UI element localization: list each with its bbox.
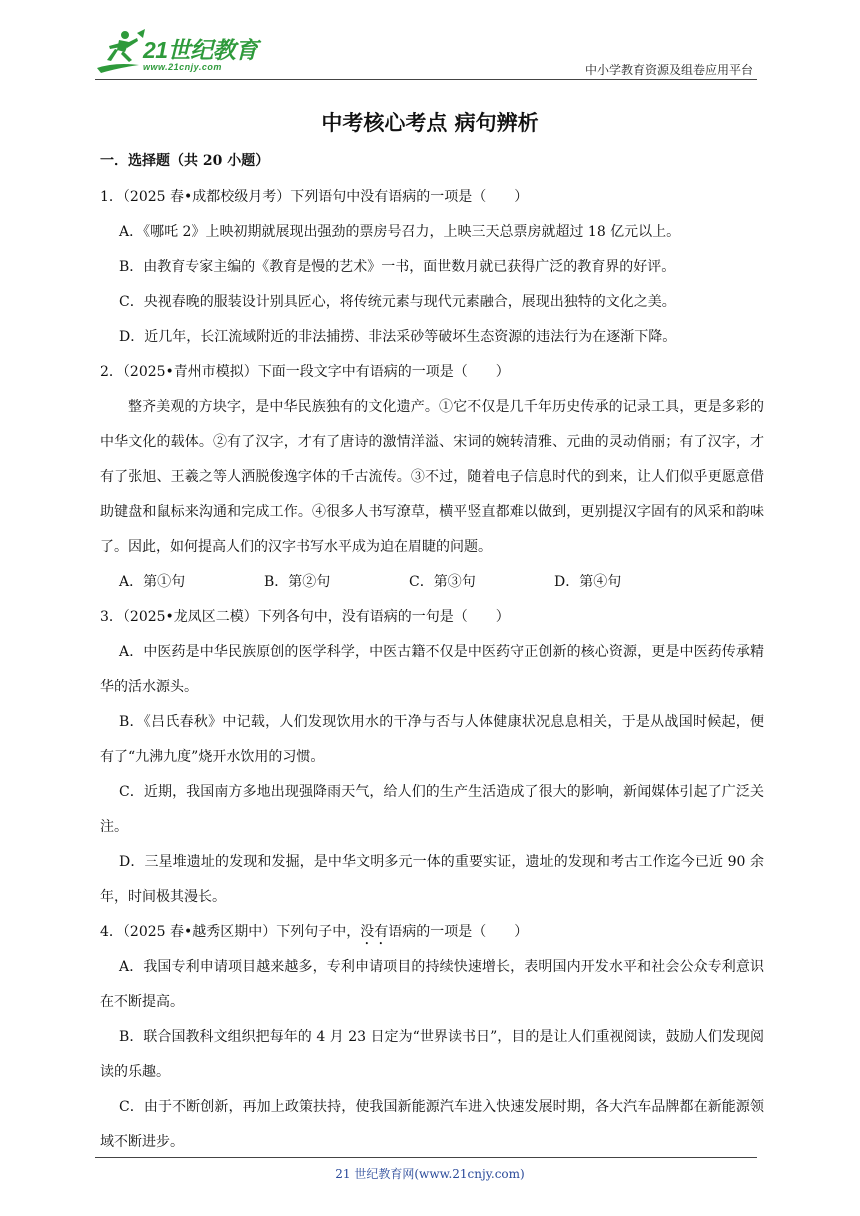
option-d: D．近几年，长江流域附近的非法捕捞、非法采砂等破坏生态资源的违法行为在逐渐下降。 [119, 329, 677, 345]
option-c: C．由于不断创新，再加上政策扶持，使我国新能源汽车进入快速发展时期，各大汽车品牌都在新能源领域不断进步。 [100, 1099, 764, 1150]
option-b: B．联合国教科文组织把每年的 4 月 23 日定为“世界读书日”，目的是让人们重视阅读，鼓励人们发现阅读的乐趣。 [100, 1029, 764, 1080]
question-stem: 1．（2025 春•成都校级月考）下列语句中没有语病的一项是（ ） [100, 189, 529, 205]
header-divider [95, 79, 757, 80]
option-a: A．《哪吒 2》上映初期就展现出强劲的票房号召力，上映三天总票房就超过 18 亿元以上。 [119, 224, 681, 240]
reading-passage: 整齐美观的方块字，是中华民族独有的文化遗产。①它不仅是几千年历史传承的记录工具，更是多彩的中华文化的载体。②有了汉字，才有了唐诗的激情洋溢、宋词的婉转清雅、元曲的灵动俏丽；有了汉字，才有了张旭、王羲之等人洒脱俊逸字体的千古流传。③不过，随着电子信息时代的到来，让人们似乎更愿意借助键盘和鼠标来沟通和完成工作。④很多人书写潦草，横平竖直都难以做到，更别提汉字固有的风采和韵味了。因此，如何提高人们的汉字书写水平成为迫在眉睫的问题。 [100, 399, 764, 555]
question-3 [100, 600, 764, 915]
page-title: 中考核心考点 病句辨析 [321, 110, 539, 135]
option-d: D．第④句 [554, 574, 622, 590]
logo-url: www.21cnjy.com [143, 62, 222, 72]
option-c: C．第③句 [409, 574, 476, 590]
option-b: B．第②句 [264, 574, 331, 590]
logo-text: 21世纪教育 [143, 37, 258, 63]
option-c: C．近期，我国南方多地出现强降雨天气，给人们的生产生活造成了很大的影响，新闻媒体引起了广泛关注。 [100, 784, 764, 835]
question-stem: 2．（2025•青州市模拟）下面一段文字中有语病的一项是（ ） [100, 364, 510, 380]
option-b: B．由教育专家主编的《教育是慢的艺术》一书，面世数月就已获得广泛的教育界的好评。 [119, 259, 676, 275]
stem-before: 4．（2025 春•越秀区期中）下列句子中， [100, 924, 361, 940]
emphasis-word: 没有 [360, 924, 389, 940]
question-4 [100, 915, 764, 1160]
platform-name: 中小学教育资源及组卷应用平台 [584, 63, 753, 77]
question-1 [100, 180, 764, 355]
runner-logo-icon [95, 28, 145, 76]
footer-link[interactable]: 21 世纪教育网(www.21cnjy.com) [335, 1167, 525, 1181]
option-a: A．我国专利申请项目越来越多，专利申请项目的持续快速增长，表明国内开发水平和社会公众专利意识在不断提高。 [100, 959, 764, 1010]
option-b: B．《吕氏春秋》中记载，人们发现饮用水的干净与否与人体健康状况息息相关，于是从战国时候起，便有了“九沸九度”烧开水饮用的习惯。 [100, 714, 764, 765]
question-stem: 3．（2025•龙凤区二模）下列各句中，没有语病的一句是（ ） [100, 609, 510, 625]
option-a: A．第①句 [119, 574, 186, 590]
question-list [100, 180, 764, 1160]
site-logo [95, 28, 265, 78]
option-d: D．三星堆遗址的发现和发掘，是中华文明多元一体的重要实证，遗址的发现和考古工作迄今已近 90 余年，时间极其漫长。 [100, 854, 764, 905]
page-header [95, 28, 757, 78]
question-2 [100, 355, 764, 600]
question-stem [100, 915, 764, 950]
option-row [119, 565, 764, 600]
footer-divider [95, 1157, 757, 1158]
stem-after: 语病的一项是（ ） [388, 924, 529, 940]
option-a: A．中医药是中华民族原创的医学科学，中医古籍不仅是中医药守正创新的核心资源，更是中医药传承精华的活水源头。 [100, 644, 764, 695]
section-heading: 一．选择题（共 20 小题） [100, 153, 270, 169]
option-c: C．央视春晚的服装设计别具匠心，将传统元素与现代元素融合，展现出独特的文化之美。 [119, 294, 676, 310]
